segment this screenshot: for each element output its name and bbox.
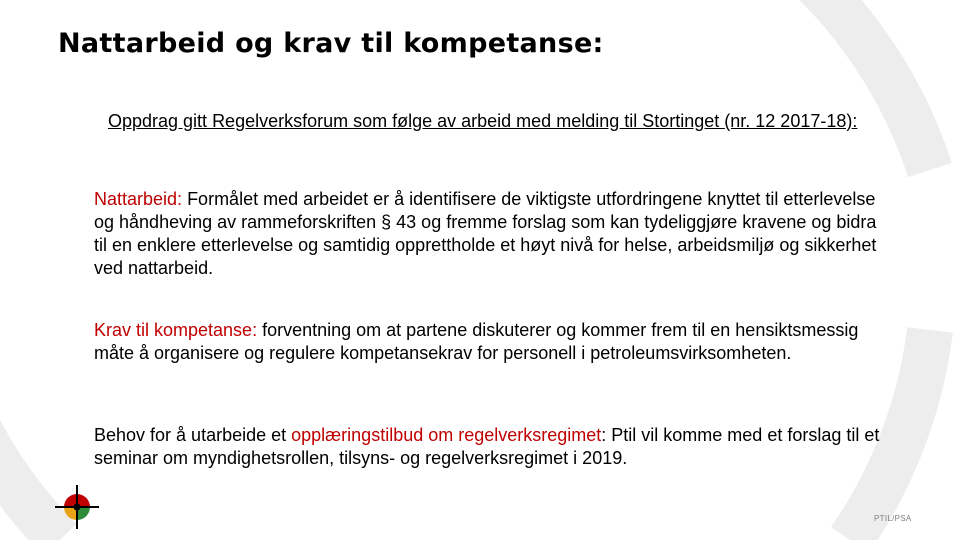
paragraph-prefix-opplaering: Behov for å utarbeide et xyxy=(94,425,292,445)
paragraph-label-kompetanse: Krav til kompetanse: xyxy=(94,320,258,340)
paragraph-highlight-opplaering: opplæringstilbud om regelverksregimet xyxy=(291,425,602,445)
paragraph-nattarbeid xyxy=(94,188,894,280)
paragraph-label-nattarbeid: Nattarbeid: xyxy=(94,189,183,209)
slide-title: Nattarbeid og krav til kompetanse: xyxy=(58,28,604,59)
ptil-crosshair-logo-icon xyxy=(55,485,99,529)
paragraph-kompetanse xyxy=(94,319,894,365)
paragraph-text-kompetanse: forventning om at partene diskuterer og kommer frem til en hensiktsmessig måte å organisere og regulere kompetansekrav for personell i petroleumsvirksomheten. xyxy=(94,320,859,363)
footer-label: PTIL/PSA xyxy=(874,514,912,523)
paragraph-text-nattarbeid: Formålet med arbeidet er å identifisere de viktigste utfordringene knyttet til etterlevelse og håndheving av rammeforskriften § 43 og fremme forslag som kan tydeliggjøre kravene og bidra til en enklere etterlevelse og samtidig opprettholde et høyt nivå for helse, arbeidsmiljø og sikkerhet ved nattarbeid. xyxy=(94,189,877,278)
paragraph-suffix-opplaering: : Ptil vil komme med et forslag til et seminar om myndighetsrollen, tilsyns- og regelverksregimet i 2019. xyxy=(94,425,880,468)
paragraph-opplaering xyxy=(94,424,894,470)
intro-text: Oppdrag gitt Regelverksforum som følge av arbeid med melding til Stortinget (nr. 12 2017-18): xyxy=(108,111,858,131)
